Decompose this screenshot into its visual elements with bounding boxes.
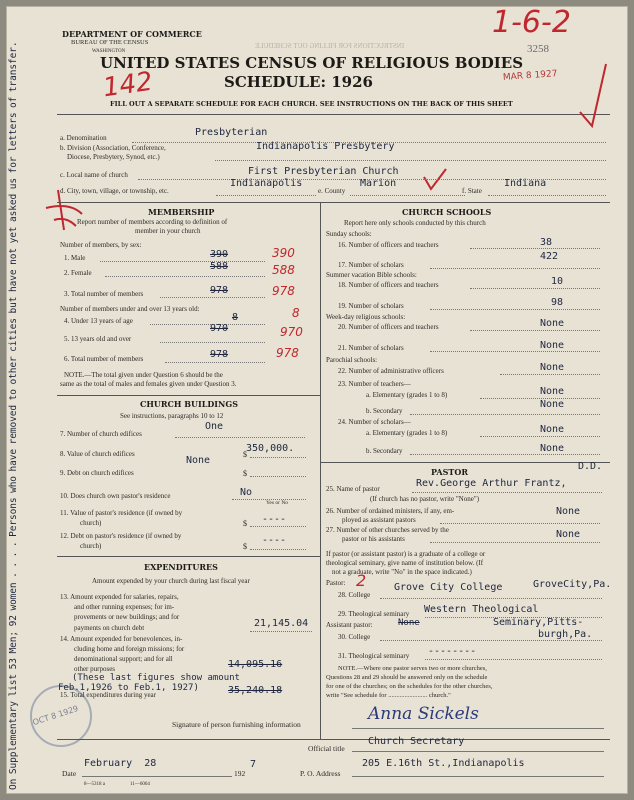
label-city: d. City, town, village, or township, etc. <box>60 187 169 195</box>
leader <box>430 542 600 543</box>
q7-value: One <box>205 421 224 432</box>
graduate-note-2: theological seminary, give name of institution below. (If <box>326 559 484 567</box>
q19-label: 19. Number of scholars <box>338 302 404 310</box>
q12-value: ---- <box>262 535 287 546</box>
pastor-note-4: write "See schedule for ........................ church." <box>326 692 451 699</box>
q29-label: 29. Theological seminary <box>338 610 410 618</box>
weekday-label: Week-day religious schools: <box>326 313 406 321</box>
value-church-name: First Presbyterian Church <box>248 166 399 177</box>
q11-dollar: $ <box>243 519 247 528</box>
leader <box>480 436 600 437</box>
section-rule <box>57 739 610 740</box>
q24b-label: b. Secondary <box>366 447 403 455</box>
leader <box>105 276 265 277</box>
q6-label: 6. Total number of members <box>64 355 144 363</box>
q10-value: No <box>240 487 253 498</box>
schedule-title: SCHEDULE: 1926 <box>224 73 373 91</box>
label-church-name: c. Local name of church <box>60 171 128 179</box>
q2-red: 588 <box>272 263 295 277</box>
title-value: Church Secretary <box>368 736 465 747</box>
q27-line-1: 27. Number of other churches served by the <box>326 526 449 534</box>
bureau-label: BUREAU OF THE CENSUS <box>71 39 149 46</box>
underline <box>216 195 316 196</box>
red-tick-county <box>420 167 450 193</box>
column-rule <box>320 202 321 739</box>
pastor-sub-label: Pastor: <box>326 579 346 587</box>
q27-value: None <box>556 529 581 540</box>
membership-note-1: NOTE.—The total given under Question 6 should be the <box>64 371 223 379</box>
form-number: 8—5318 a <box>84 782 105 787</box>
pastor-note-1: NOTE.—Where one pastor serves two or more churches, <box>338 665 487 672</box>
signature-line <box>352 728 604 729</box>
q13-line-4: payments on church debt <box>74 624 145 632</box>
graduate-note-1: If pastor (or assistant pastor) is a graduate of a college or <box>326 550 486 558</box>
parochial-label: Parochial schools: <box>326 356 378 364</box>
year-label: 192 <box>234 769 246 778</box>
buildings-title: CHURCH BUILDINGS <box>140 399 238 409</box>
leader <box>470 248 600 249</box>
red-mark-pastor: 2 <box>356 571 367 590</box>
underline <box>215 160 606 161</box>
address-line <box>352 776 604 777</box>
leader <box>410 414 600 415</box>
label-division: b. Division (Association, Conference, <box>60 144 166 152</box>
signature: Anna Sickels <box>368 704 479 724</box>
q2-value: 588 <box>210 261 229 272</box>
q13-line-3: provements or new buildings; and for <box>74 613 180 621</box>
leader <box>250 526 306 527</box>
q5-label: 5. 13 years old and over <box>64 335 132 343</box>
date-label: Date <box>62 769 77 778</box>
form-title: UNITED STATES CENSUS OF RELIGIOUS BODIES <box>100 54 524 72</box>
q29-value-2: Seminary,Pitts- <box>493 617 584 628</box>
q5-value: 970 <box>210 323 229 334</box>
q21-label: 21. Number of scholars <box>338 344 404 352</box>
q16-value: 38 <box>540 237 553 248</box>
pastor-degree: D.D. <box>578 461 603 472</box>
expenditures-title: EXPENDITURES <box>144 562 218 572</box>
title-label: Official title <box>308 744 345 753</box>
q9-dollar: $ <box>243 469 247 478</box>
q14-value: 14,095.16 <box>228 659 283 670</box>
leader <box>412 492 602 493</box>
instructions-line: FILL OUT A SEPARATE SCHEDULE FOR EACH CHURCH. SEE INSTRUCTIONS ON THE BACK OF THIS SHEET <box>110 100 513 108</box>
q10-label: 10. Does church own pastor's residence <box>60 492 171 500</box>
section-rule <box>57 395 320 396</box>
leader <box>160 297 265 298</box>
address-value: 205 E.16th St.,Indianapolis <box>362 758 525 769</box>
q30-label: 30. College <box>338 633 371 641</box>
q25-note: (If church has no pastor, write "None") <box>370 495 480 503</box>
leader <box>440 523 600 524</box>
q22-value: None <box>540 362 565 373</box>
year-digit: 7 <box>250 759 257 770</box>
leader <box>175 437 305 438</box>
q14-line-3: denominational support; and for all <box>74 655 173 663</box>
date-value: February 28 <box>84 758 157 769</box>
title-line <box>352 751 604 752</box>
q11-label: 11. Value of pastor's residence (if owned by <box>60 509 183 517</box>
value-state: Indiana <box>504 178 547 189</box>
underline <box>350 195 465 196</box>
label-denomination: a. Denomination <box>60 134 107 142</box>
q4-value: 8 <box>232 312 239 323</box>
q12-label: 12. Debt on pastor's residence (if owned by <box>60 532 182 540</box>
underline <box>488 195 606 196</box>
q12-label-2: church) <box>80 542 102 550</box>
red-check-mark <box>570 60 610 130</box>
q26-value: None <box>556 506 581 517</box>
q31-value: -------- <box>428 646 477 657</box>
summer-label: Summer vacation Bible schools: <box>326 271 417 279</box>
q8-label: 8. Value of church edifices <box>60 450 135 458</box>
dept-label: DEPARTMENT OF COMMERCE <box>62 29 202 39</box>
assistant-pastor-value: None <box>398 618 420 628</box>
q22-label: 22. Number of administrative officers <box>338 367 444 375</box>
q23-label: 23. Number of teachers— <box>338 380 411 388</box>
membership-intro-1: Report number of members according to definition of <box>77 218 228 226</box>
leader <box>430 268 600 269</box>
q28-value: Grove City College <box>394 582 503 593</box>
leader <box>250 631 312 632</box>
pastor-note-2: Questions 28 and 29 should be answered only on the schedule <box>326 674 488 681</box>
q12-dollar: $ <box>243 542 247 551</box>
red-file-number: 142 <box>101 66 155 104</box>
q29-value: Western Theological <box>424 604 539 615</box>
q19-value: 98 <box>551 297 564 308</box>
leader <box>250 476 306 477</box>
q13-line-2: and other running expenses; for im- <box>74 603 175 611</box>
q20-label: 20. Number of officers and teachers <box>338 323 439 331</box>
q24a-value: None <box>540 424 565 435</box>
pastor-title: PASTOR <box>431 467 468 477</box>
leader <box>250 457 306 458</box>
leader <box>500 374 600 375</box>
q11-label-2: church) <box>80 519 102 527</box>
section-rule <box>57 202 610 203</box>
address-label: P. O. Address <box>300 769 341 778</box>
stamp-date: MAR 8 1927 <box>502 69 558 83</box>
q30-value: burgh,Pa. <box>538 629 593 640</box>
section-rule <box>57 556 320 557</box>
leader <box>250 549 306 550</box>
leader <box>470 288 600 289</box>
q8-value: 350,000. <box>246 443 295 454</box>
q25-value: Rev.George Arthur Frantz, <box>416 478 567 489</box>
date-line <box>82 776 232 777</box>
q24a-label: a. Elementary (grades 1 to 8) <box>366 429 448 437</box>
membership-note-2: same as the total of males and females given under Question 3. <box>60 380 237 388</box>
q5-red: 970 <box>280 325 303 339</box>
leader <box>380 598 602 599</box>
value-denomination: Presbyterian <box>195 127 268 138</box>
q11-value: ---- <box>262 514 287 525</box>
q8-dollar: $ <box>243 450 247 459</box>
q23b-value: None <box>540 399 565 410</box>
q14-line-4: other purposes <box>74 665 116 673</box>
red-code: 1-6-2 <box>492 5 571 40</box>
leader <box>150 324 265 325</box>
leader <box>232 499 306 500</box>
value-county: Marion <box>360 178 397 189</box>
q28-value-2: GroveCity,Pa. <box>533 579 612 590</box>
q18-label: 18. Number of officers and teachers <box>338 281 439 289</box>
q3-label: 3. Total number of members <box>64 290 144 298</box>
signature-label: Signature of person furnishing information <box>172 720 301 729</box>
buildings-sub: See instructions, paragraphs 10 to 12 <box>120 412 224 420</box>
members-by-sex: Number of members, by sex: <box>60 241 142 249</box>
q31-label: 31. Theological seminary <box>338 652 410 660</box>
q23a-value: None <box>540 386 565 397</box>
sunday-label: Sunday schools: <box>326 230 372 238</box>
q15-value: 35,240.18 <box>228 685 283 696</box>
pastor-note-3: for one of the churches; on the schedules for the other churches, <box>326 683 493 690</box>
q23a-label: a. Elementary (grades 1 to 8) <box>366 391 448 399</box>
q28-label: 28. College <box>338 591 371 599</box>
expenditures-note-2: Feb.1,1926 to Feb.1, 1927) <box>58 683 199 693</box>
q3-value: 978 <box>210 285 229 296</box>
leader <box>100 261 265 262</box>
q14-line-2: cluding home and foreign missions; for <box>74 645 185 653</box>
q23b-label: b. Secondary <box>366 407 403 415</box>
members-by-age: Number of members under and over 13 years old: <box>60 305 200 313</box>
assistant-pastor-label: Assistant pastor: <box>326 621 373 629</box>
q25-label: 25. Name of pastor <box>326 485 380 493</box>
received-stamp-text: OCT 8 1929 <box>31 703 80 728</box>
q17-label: 17. Number of scholars <box>338 261 404 269</box>
graduate-note-3: not a graduate, write "No" in the space indicated.) <box>332 568 472 576</box>
print-number: 11—6064 <box>130 782 150 787</box>
q18-value: 10 <box>551 276 564 287</box>
divider <box>57 114 610 115</box>
q6-value: 978 <box>210 349 229 360</box>
q20-value: None <box>540 318 565 329</box>
q1-label: 1. Male <box>64 254 86 262</box>
q15-label: 15. Total expenditures during year <box>60 691 156 699</box>
label-state: f. State <box>462 187 482 195</box>
leader <box>410 454 600 455</box>
leader <box>165 362 265 363</box>
q9-value: None <box>186 455 211 466</box>
q26-line-2: ployed as assistant pastors <box>342 516 416 524</box>
expenditures-note-1: (These last figures show amount <box>72 673 240 683</box>
label-division-2: Diocese, Presbytery, Synod, etc.) <box>67 153 160 161</box>
q17-value: 422 <box>540 251 559 262</box>
schools-title: CHURCH SCHOOLS <box>402 207 492 217</box>
leader <box>430 309 600 310</box>
leader <box>160 342 265 343</box>
q6-red: 978 <box>276 346 299 360</box>
membership-intro-2: member in your church <box>135 227 201 235</box>
label-county: e. County <box>318 187 346 195</box>
q24-label: 24. Number of scholars— <box>338 418 411 426</box>
q3-red: 978 <box>272 284 295 298</box>
q7-label: 7. Number of church edifices <box>60 430 142 438</box>
value-city: Indianapolis <box>230 178 303 189</box>
yes-no-label: Yes or No <box>266 500 289 506</box>
q2-label: 2. Female <box>64 269 92 277</box>
leader <box>430 351 600 352</box>
faint-back-text: INSTRUCTIONS FOR FILLING OUT SCHEDULE <box>255 42 405 50</box>
value-division: Indianapolis Presbytery <box>256 141 395 152</box>
leader <box>470 330 600 331</box>
expenditures-sub: Amount expended by your church during last fiscal year <box>92 577 250 585</box>
q16-label: 16. Number of officers and teachers <box>338 241 439 249</box>
q9-label: 9. Debt on church edifices <box>60 469 134 477</box>
q14-line-1: 14. Amount expended for benevolences, in- <box>60 635 183 643</box>
q26-line-1: 26. Number of ordained ministers, if any, em- <box>326 507 455 515</box>
q4-red: 8 <box>292 306 300 320</box>
q4-label: 4. Under 13 years of age <box>64 317 133 325</box>
leader <box>425 659 602 660</box>
stamp-number: 3258 <box>527 43 549 55</box>
q13-line-1: 13. Amount expended for salaries, repairs, <box>60 593 179 601</box>
q1-value: 390 <box>210 249 229 260</box>
q27-line-2: pastor or his assistants <box>342 535 405 543</box>
q24b-value: None <box>540 443 565 454</box>
section-rule <box>320 462 610 463</box>
margin-note: On Supplementary list 53 Men; 92 women . . . . Persons who have removed to other cities but have not yet asked us for letters of transfer. <box>8 41 19 790</box>
q1-red: 390 <box>272 246 295 260</box>
q21-value: None <box>540 340 565 351</box>
q13-value: 21,145.04 <box>254 618 309 629</box>
schools-sub: Report here only schools conducted by this church <box>344 219 486 227</box>
membership-title: MEMBERSHIP <box>148 207 215 217</box>
leader <box>380 640 602 641</box>
city-label: WASHINGTON <box>92 49 126 54</box>
